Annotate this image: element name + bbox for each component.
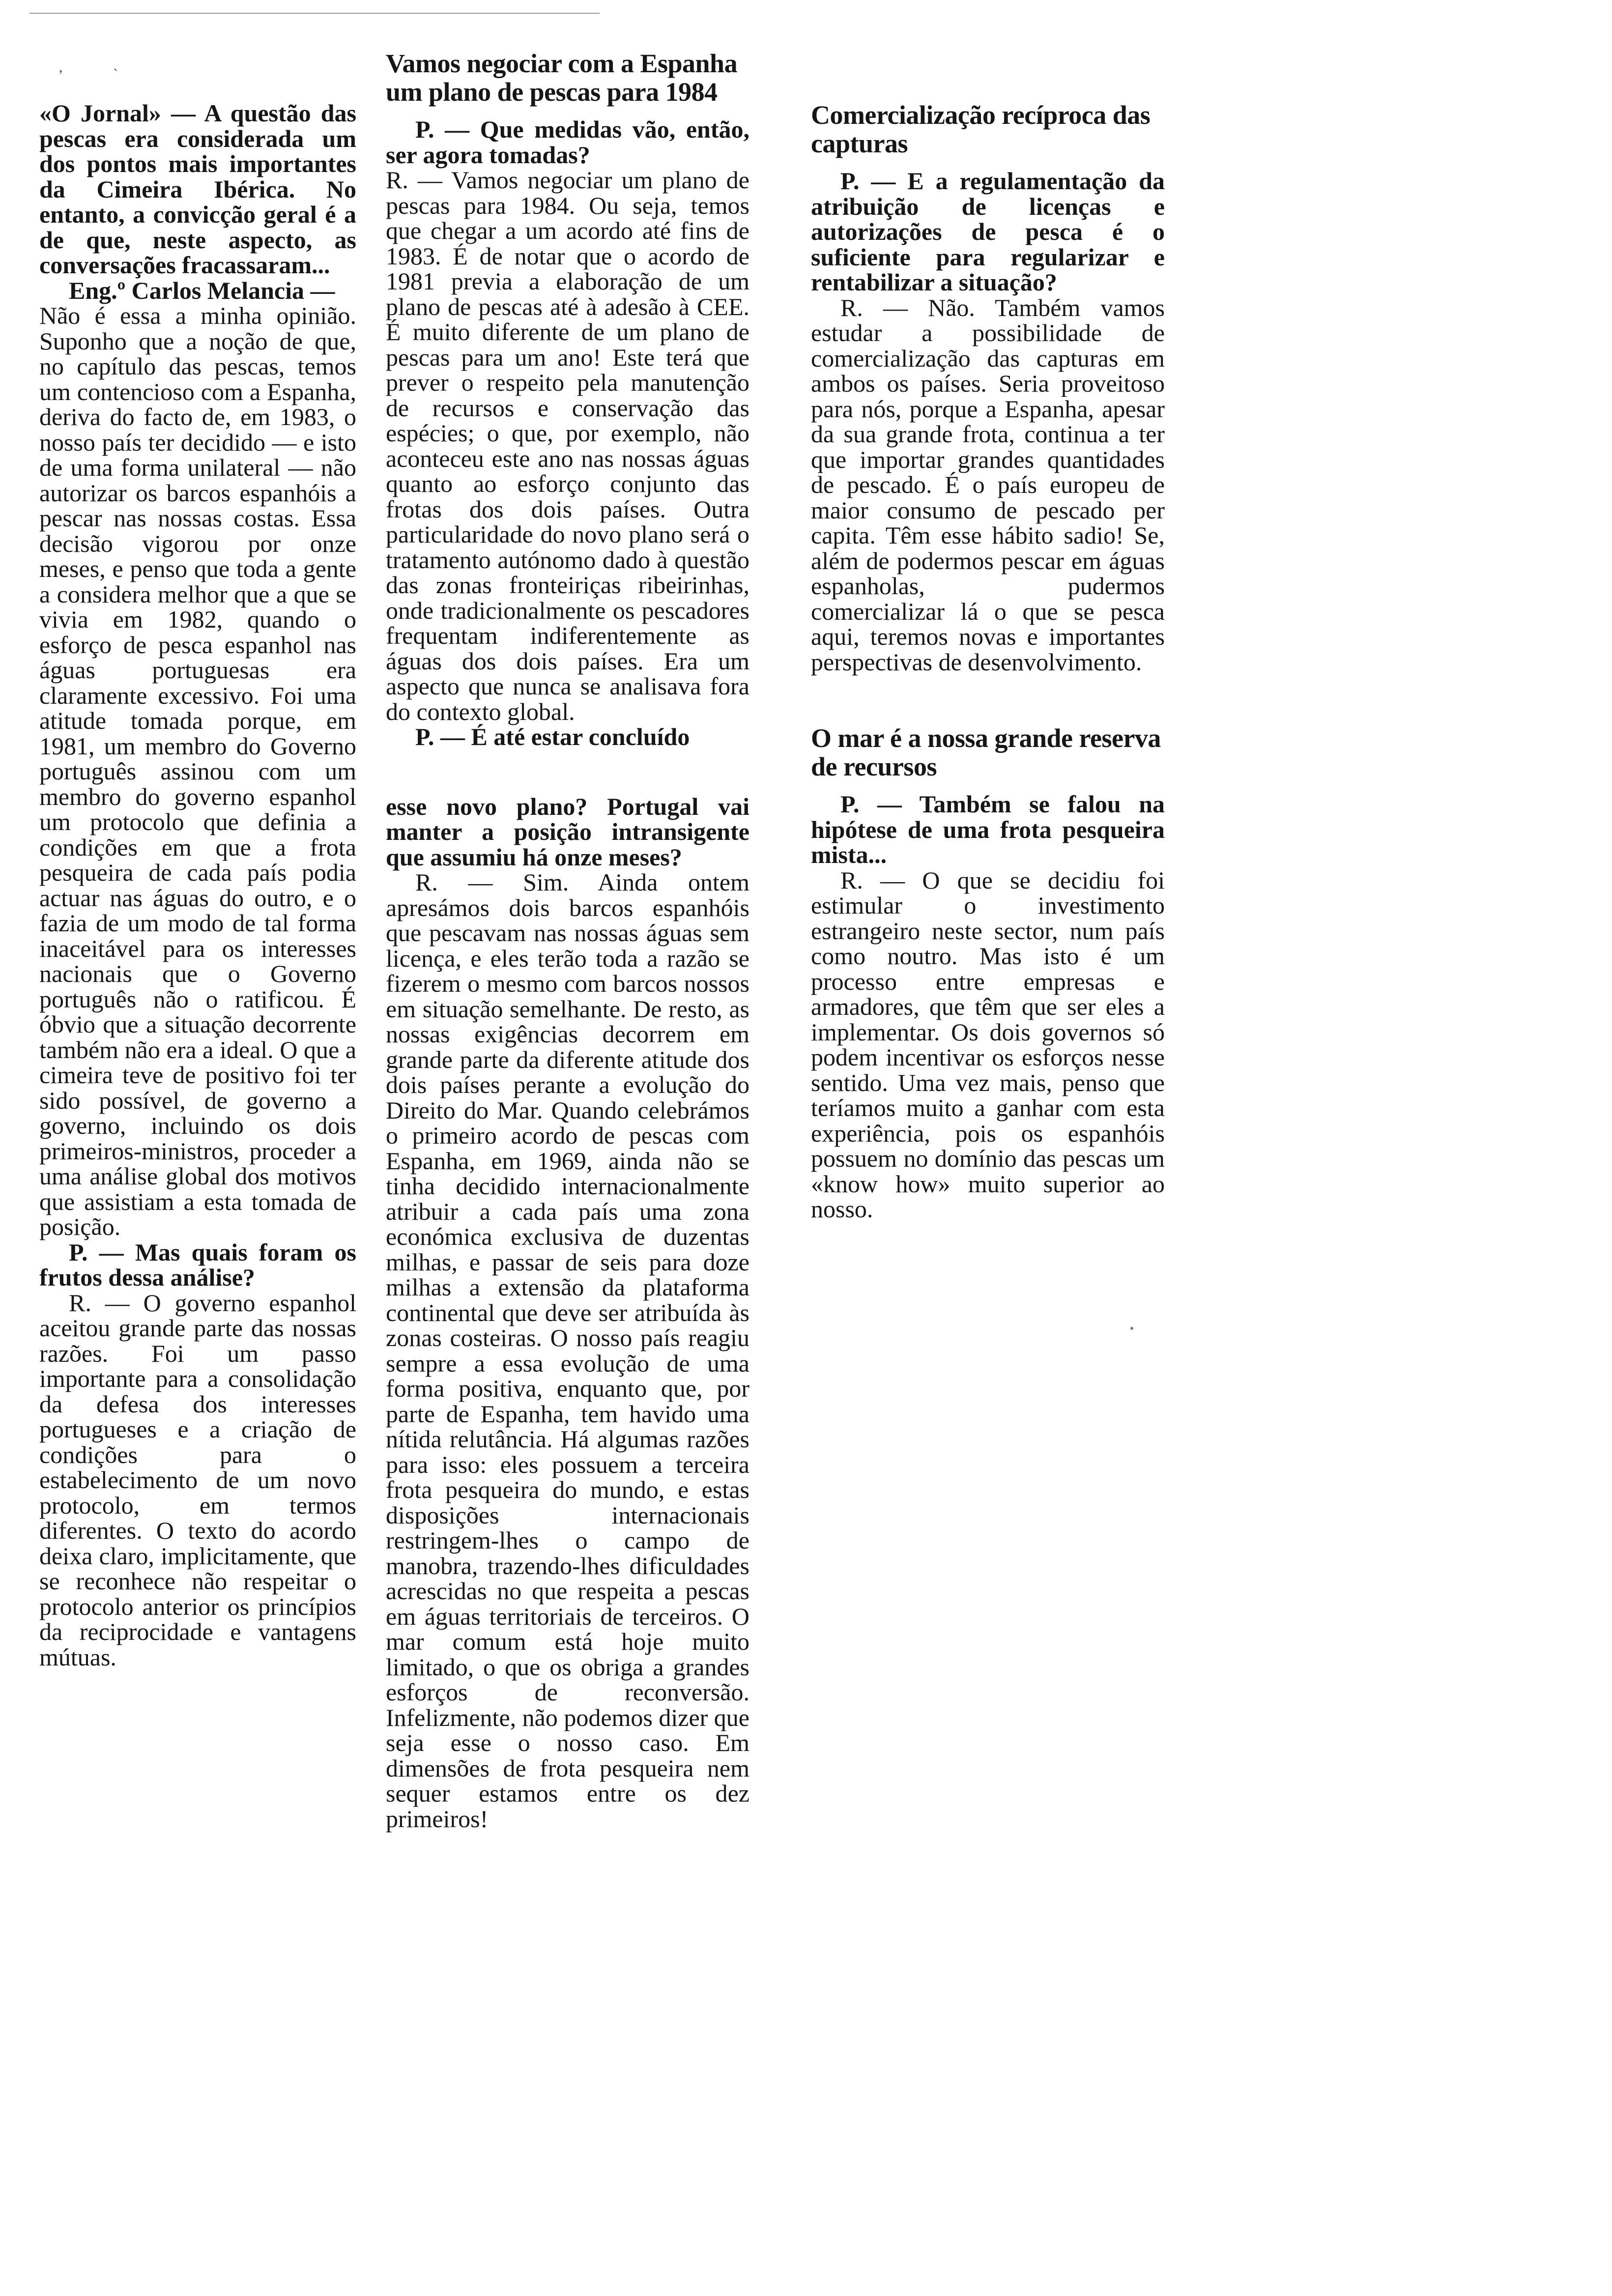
- article-column-1: [39, 101, 356, 1670]
- interviewee-name: Eng.º Carlos Melancia —: [69, 276, 335, 304]
- question-paragraph: P. — Que medidas vão, então, ser agora tomadas?: [386, 115, 749, 169]
- answer-paragraph: R. — O que se decidiu foi estimular o investimento estrangeiro neste sector, num país como noutro. Mas isto é um processo entre empresas e armadores, que têm que ser eles a implementar. Os dois governos só podem incentivar os esforços nesse sentido. Uma vez mais, penso que teríamos muito a ganhar com esta experiência, pois os espanhóis possuem no domínio das pescas um «know how» muito superior ao nosso.: [811, 866, 1165, 1223]
- question-paragraph: P. — Também se falou na hipótese de uma frota pesqueira mista...: [811, 790, 1165, 868]
- article-column-3: [811, 101, 1165, 1222]
- section-heading: Vamos negociar com a Espanha um plano de pescas para 1984: [386, 49, 738, 107]
- answer-paragraph: R. — O governo espanhol aceitou grande parte das nossas razões. Foi um passo importante para a consolidação da defesa dos interesses portugueses e a criação de condições para o estabelecimento de um novo protocolo, em termos diferentes. O texto do acordo deixa claro, implicitamente, que se reconhece não respeitar o protocolo anterior os princípios da reciprocidade e vantagens mútuas.: [39, 1289, 356, 1671]
- top-rule: [29, 13, 600, 14]
- answer-paragraph: R. — Vamos negociar um plano de pescas para 1984. Ou seja, temos que chegar a um acordo até fins de 1983. É de notar que o acordo de 1981 previa a elaboração de um plano de pescas até à adesão à CEE. É muito diferente de um plano de pescas para um ano! Este terá que prever o respeito pela manutenção de recursos e conservação das espécies; o que, por exemplo, não aconteceu este ano nas nossas águas quanto ao esforço conjunto das frotas dos dois países. Outra particularidade do novo plano será o tratamento autónomo dado à questão das zonas fronteiriças ribeirinhas, onde tradicionalmente os pescadores frequentam indiferentemente as águas dos dois países. Era um aspecto que nunca se analisava fora do contexto global.: [386, 166, 749, 725]
- answer-paragraph: R. — Não. Também vamos estudar a possibilidade de comercialização das capturas em ambos os países. Seria proveitoso para nós, porque a Espanha, apesar da sua grande frota, continua a ter que importar grandes quantidades de pescado. É o país europeu de maior consumo de pescado per capita. Têm esse hábito sadio! Se, além de podermos pescar em águas espanholas, pudermos comercializar lá o que se pesca aqui, teremos novas e importantes perspectivas de desenvolvimento.: [811, 293, 1165, 676]
- article-column-2: [386, 49, 749, 1832]
- print-speck: ˎ: [113, 55, 118, 71]
- question-paragraph: P. — Mas quais foram os frutos dessa análise?: [39, 1238, 356, 1291]
- question-paragraph: P. — E a regulamentação da atribuição de licenças e autorizações de pesca é o suficiente para regularizar e rentabilizar a situação?: [811, 167, 1165, 296]
- section-heading: O mar é a nossa grande reserva de recursos: [811, 723, 1161, 781]
- question-paragraph: esse novo plano? Portugal vai manter a posição intransigente que assumiu há onze meses?: [386, 792, 749, 871]
- section-heading: Comercialização recíproca das capturas: [811, 100, 1151, 158]
- print-speck: ,: [59, 59, 63, 75]
- answer-paragraph: R. — Sim. Ainda ontem apresámos dois barcos espanhóis que pescavam nas nossas águas sem licença, e eles terão toda a razão se fizerem o mesmo com barcos nossos em situação semelhante. De resto, as nossas exigências decorrem em grande parte da diferente atitude dos dois países perante a evolução do Direito do Mar. Quando celebrámos o primeiro acordo de pescas com Espanha, em 1969, ainda não se tinha decidido internacionalmente atribuir a cada país uma zona económica exclusiva de duzentas milhas, e passar de seis para doze milhas a extensão da plataforma continental que deve ser atribuída às zonas costeiras. O nosso país reagiu sempre a essa evolução de uma forma positiva, enquanto que, por parte de Espanha, tem havido uma nítida relutância. Há algumas razões para isso: eles possuem a terceira frota pesqueira do mundo, e estas disposições internacionais restringem-lhes o campo de manobra, trazendo-lhes dificuldades acrescidas no que respeita a pescas em águas territoriais de terceiros. O mar comum está hoje muito limitado, o que os obriga a grandes esforços de reconversão. Infelizmente, não podemos dizer que seja esse o nosso caso. Em dimensões de frota pesqueira nem sequer estamos entre os dez primeiros!: [386, 868, 749, 1833]
- question-paragraph: P. — É até estar concluído: [415, 723, 690, 750]
- answer-paragraph: Não é essa a minha opinião. Suponho que a noção de que, no capítulo das pescas, temos um contencioso com a Espanha, deriva do facto de, em 1983, o nosso país ter decidido — e isto de uma forma unilateral — não autorizar os barcos espanhóis a pescar nas nossas costas. Essa decisão vigorou por onze meses, e penso que toda a gente a considera melhor que a que se vivia em 1982, quando o esforço de pesca espanhol nas águas portuguesas era claramente excessivo. Foi uma atitude tomada porque, em 1981, um membro do Governo português assinou com um membro do governo espanhol um protocolo que definia a condições em que a frota pesqueira de cada país podia actuar nas águas do outro, e o fazia de um modo de tal forma inaceitável para os interesses nacionais que o Governo português não o ratificou. É óbvio que a situação decorrente também não era a ideal. O que a cimeira teve de positivo foi ter sido possível, de governo a governo, incluindo os dois primeiros-ministros, proceder a uma análise global dos motivos que assistiam a esta tomada de posição.: [39, 302, 356, 1240]
- interview-intro-question: «O Jornal» — A questão das pescas era considerada um dos pontos mais importantes da Cimeira Ibérica. No entanto, a convicção geral é a de que, neste aspecto, as conversações fracassaram...: [39, 99, 356, 279]
- print-speck: [1130, 1327, 1133, 1330]
